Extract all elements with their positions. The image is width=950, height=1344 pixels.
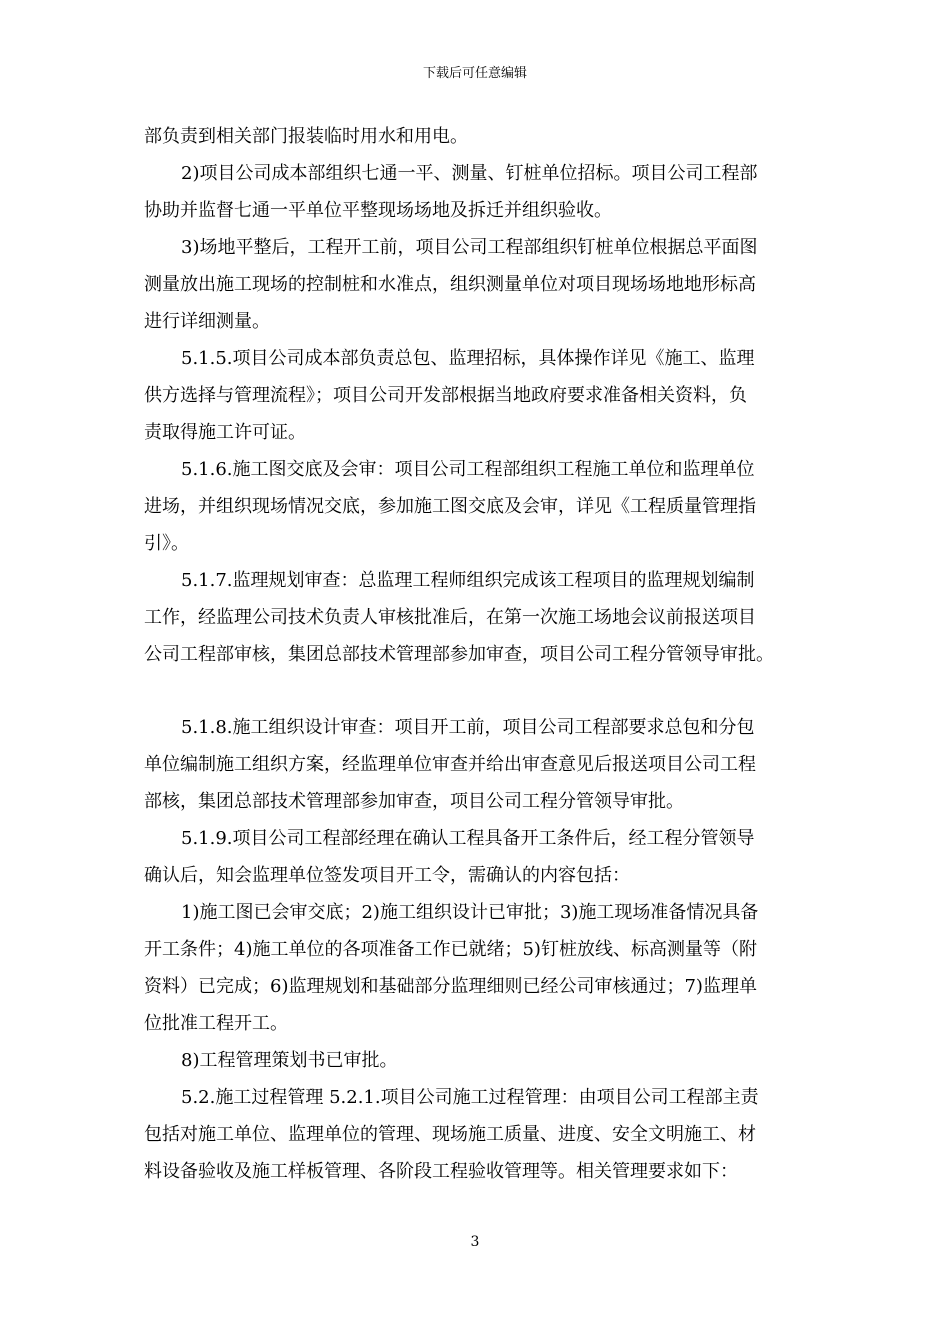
text-line: 开工条件；4)施工单位的各项准备工作已就绪；5)钉桩放线、标高测量等（附: [144, 939, 757, 960]
text-line: 引》。: [144, 533, 189, 554]
text-line: 5.1.9.项目公司工程部经理在确认工程具备开工条件后，经工程分管领导: [181, 828, 755, 849]
text-line: 部负责到相关部门报装临时用水和用电。: [144, 126, 468, 147]
text-line: 1)施工图已会审交底；2)施工组织设计已审批；3)施工现场准备情况具备: [181, 902, 759, 923]
text-line: 2)项目公司成本部组织七通一平、测量、钉桩单位招标。项目公司工程部: [181, 163, 758, 184]
text-line: 单位编制施工组织方案，经监理单位审查并给出审查意见后报送项目公司工程: [144, 754, 756, 775]
document-body: [144, 118, 820, 1190]
text-line: 5.1.6.施工图交底及会审：项目公司工程部组织工程施工单位和监理单位: [181, 459, 755, 480]
text-line: 3)场地平整后，工程开工前，项目公司工程部组织钉桩单位根据总平面图: [181, 237, 758, 258]
page-header: 下载后可任意编辑: [422, 66, 527, 81]
text-line: 测量放出施工现场的控制桩和水准点，组织测量单位对项目现场场地地形标高: [144, 274, 756, 295]
text-line: 5.1.5.项目公司成本部负责总包、监理招标，具体操作详见《施工、监理: [181, 348, 755, 369]
text-line: 位批准工程开工。: [144, 1013, 288, 1034]
text-line: 协助并监督七通一平单位平整现场场地及拆迁并组织验收。: [144, 200, 612, 221]
text-line: 确认后，知会监理单位签发项目开工令，需确认的内容包括：: [144, 865, 630, 886]
text-line: 供方选择与管理流程》；项目公司开发部根据当地政府要求准备相关资料，负: [144, 385, 747, 406]
text-line: 5.1.7.监理规划审查：总监理工程师组织完成该工程项目的监理规划编制: [181, 570, 755, 591]
text-line: 5.2.施工过程管理 5.2.1.项目公司施工过程管理：由项目公司工程部主责: [181, 1087, 759, 1108]
text-line: 工作，经监理公司技术负责人审核批准后，在第一次施工场地会议前报送项目: [144, 607, 756, 628]
page-number: 3: [470, 1234, 480, 1250]
text-line: 5.1.8.施工组织设计审查：项目开工前，项目公司工程部要求总包和分包: [181, 717, 755, 738]
text-line: 责取得施工许可证。: [144, 422, 306, 443]
text-line: 包括对施工单位、监理单位的管理、现场施工质量、进度、安全文明施工、材: [144, 1124, 756, 1145]
text-line: 部核，集团总部技术管理部参加审查，项目公司工程分管领导审批。: [144, 791, 684, 812]
text-line: 进行详细测量。: [144, 311, 270, 332]
paragraph-gap: [144, 673, 820, 709]
text-line: 公司工程部审核，集团总部技术管理部参加审查，项目公司工程分管领导审批。: [144, 644, 774, 665]
text-line: 8)工程管理策划书已审批。: [181, 1050, 398, 1071]
text-line: 资料）已完成；6)监理规划和基础部分监理细则已经公司审核通过；7)监理单: [144, 976, 757, 997]
text-line: 料设备验收及施工样板管理、各阶段工程验收管理等。相关管理要求如下：: [144, 1161, 738, 1182]
text-line: 进场，并组织现场情况交底，参加施工图交底及会审，详见《工程质量管理指: [144, 496, 756, 517]
